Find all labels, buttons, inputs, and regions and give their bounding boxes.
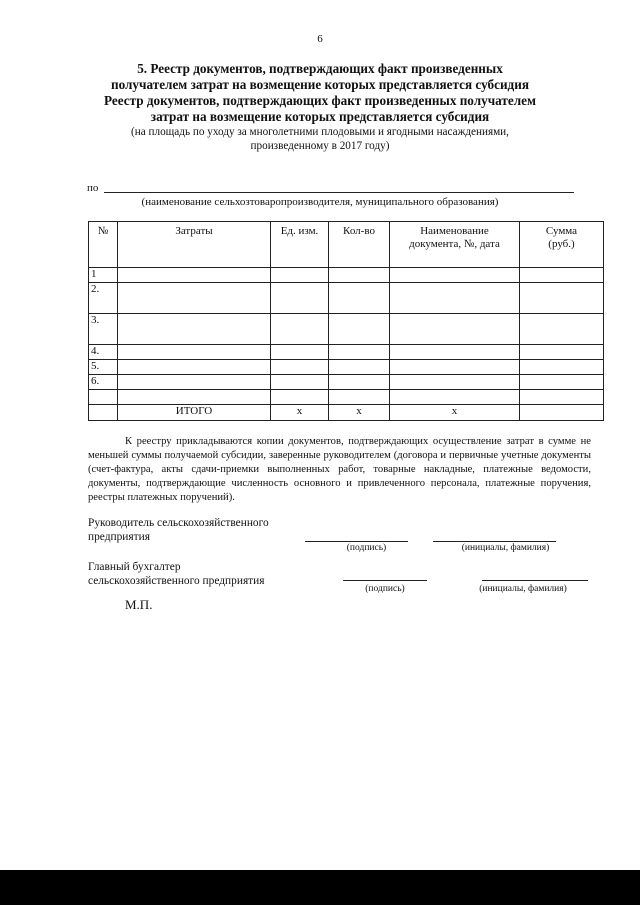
- head-signature-caption: (подпись): [346, 543, 387, 553]
- costs-cell[interactable]: [118, 375, 271, 390]
- accountant-label-line: Главный бухгалтер: [88, 561, 181, 573]
- document-cell[interactable]: [390, 345, 520, 360]
- document-cell[interactable]: [390, 390, 520, 405]
- producer-caption: (наименование сельхозтоваропроизводителя, муниципального образования): [141, 196, 499, 208]
- total-row: [89, 405, 604, 421]
- document-cell[interactable]: [390, 314, 520, 345]
- qty-cell[interactable]: [329, 268, 390, 283]
- table-row: [89, 390, 604, 405]
- costs-cell[interactable]: [118, 390, 271, 405]
- producer-name-field[interactable]: [104, 192, 574, 193]
- unit-cell[interactable]: [271, 390, 329, 405]
- total-label: ИТОГО: [118, 405, 271, 421]
- head-label-line: предприятия: [88, 531, 150, 543]
- document-cell[interactable]: [390, 375, 520, 390]
- costs-cell[interactable]: [118, 283, 271, 314]
- accountant-name-field[interactable]: [482, 580, 588, 581]
- table-row: [89, 360, 604, 375]
- header-sum-line: (руб.): [548, 238, 575, 250]
- qty-cell[interactable]: [329, 360, 390, 375]
- sum-cell[interactable]: [520, 360, 604, 375]
- registry-table: [88, 221, 604, 421]
- qty-cell[interactable]: [329, 375, 390, 390]
- costs-cell[interactable]: [118, 314, 271, 345]
- header-document-line: Наименование: [420, 225, 489, 237]
- head-signature-label: [88, 516, 269, 544]
- costs-cell[interactable]: [118, 345, 271, 360]
- subtitle-line: (на площадь по уходу за многолетними плодовыми и ягодными насаждениями,: [131, 126, 509, 138]
- qty-cell[interactable]: [329, 314, 390, 345]
- title-line: Реестр документов, подтверждающих факт произведенных получателем: [104, 93, 536, 108]
- qty-cell[interactable]: [329, 390, 390, 405]
- unit-cell[interactable]: [271, 268, 329, 283]
- header-sum: [520, 222, 604, 268]
- scan-border: [0, 870, 640, 905]
- total-qty-x: х: [329, 405, 390, 421]
- unit-cell[interactable]: [271, 360, 329, 375]
- table-row: [89, 283, 604, 314]
- head-label-line: Руководитель сельскохозяйственного: [88, 517, 269, 529]
- accountant-signature-field[interactable]: [343, 580, 427, 581]
- row-number: 2.: [89, 283, 118, 314]
- row-number: 4.: [89, 345, 118, 360]
- header-document-line: документа, №, дата: [409, 238, 500, 250]
- row-number: 6.: [89, 375, 118, 390]
- costs-cell[interactable]: [118, 360, 271, 375]
- unit-cell[interactable]: [271, 314, 329, 345]
- document-cell[interactable]: [390, 283, 520, 314]
- table-row: [89, 268, 604, 283]
- table-row: [89, 345, 604, 360]
- qty-cell[interactable]: [329, 283, 390, 314]
- document-cell[interactable]: [390, 360, 520, 375]
- header-costs: Затраты: [118, 222, 271, 268]
- header-qty: Кол-во: [329, 222, 390, 268]
- sum-cell[interactable]: [520, 375, 604, 390]
- total-document-x: х: [390, 405, 520, 421]
- total-sum-cell[interactable]: [520, 405, 604, 421]
- subtitle-line: произведенному в 2017 году): [250, 140, 390, 152]
- stamp-place: М.П.: [125, 597, 153, 612]
- header-sum-line: Сумма: [545, 225, 578, 237]
- accountant-signature-label: [88, 560, 265, 588]
- sum-cell[interactable]: [520, 268, 604, 283]
- sum-cell[interactable]: [520, 283, 604, 314]
- header-num: №: [89, 222, 118, 268]
- row-number: [89, 390, 118, 405]
- row-number: 1: [89, 268, 118, 283]
- document-title: [70, 61, 570, 125]
- page-number: 6: [317, 33, 323, 45]
- head-name-caption: (инициалы, фамилия): [461, 543, 550, 553]
- header-unit: Ед. изм.: [271, 222, 329, 268]
- document-subtitle: [70, 125, 570, 153]
- row-number: 3.: [89, 314, 118, 345]
- costs-cell[interactable]: [118, 268, 271, 283]
- head-signature-field[interactable]: [305, 541, 408, 542]
- table-header-row: [89, 222, 604, 268]
- unit-cell[interactable]: [271, 345, 329, 360]
- accountant-signature-caption: (подпись): [365, 584, 405, 594]
- title-line: затрат на возмещение которых представляется субсидия: [150, 109, 490, 124]
- table-row: [89, 375, 604, 390]
- unit-cell[interactable]: [271, 375, 329, 390]
- attachment-note: К реестру прикладываются копии документов, подтверждающих осуществление затрат в сумме не меньшей суммы получаемой субсидии, заверенные руководителем (договора и первичные учетные документы (счет-фактура, акты сдачи-приемки выполненных работ, товарные накладные, платежные ведомости, документы, подтверждающие численность основного и привлеченного персонала, платежные поручения, реестры платежных поручений).: [88, 436, 591, 503]
- header-document: [390, 222, 520, 268]
- unit-cell[interactable]: [271, 283, 329, 314]
- qty-cell[interactable]: [329, 345, 390, 360]
- title-line: получателем затрат на возмещение которых представляется субсидия: [111, 77, 529, 92]
- producer-prefix: по: [87, 182, 99, 194]
- sum-cell[interactable]: [520, 390, 604, 405]
- sum-cell[interactable]: [520, 345, 604, 360]
- accountant-label-line: сельскохозяйственного предприятия: [88, 575, 265, 587]
- sum-cell[interactable]: [520, 314, 604, 345]
- head-name-field[interactable]: [433, 541, 556, 542]
- title-line: 5. Реестр документов, подтверждающих факт произведенных: [137, 61, 503, 76]
- row-number: 5.: [89, 360, 118, 375]
- accountant-name-caption: (инициалы, фамилия): [479, 584, 567, 594]
- total-unit-x: х: [271, 405, 329, 421]
- total-num-cell: [89, 405, 118, 421]
- document-cell[interactable]: [390, 268, 520, 283]
- table-row: [89, 314, 604, 345]
